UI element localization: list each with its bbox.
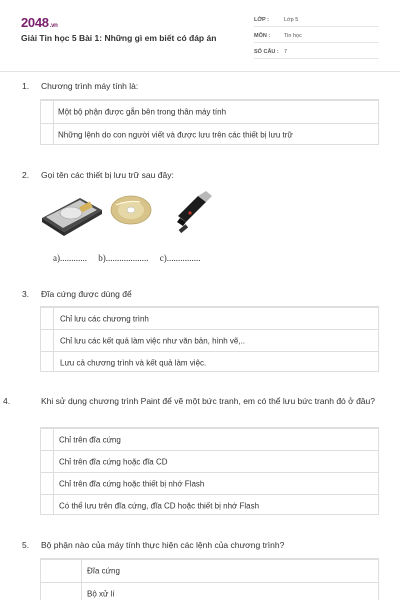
option-q4-a[interactable]: Chỉ trên đĩa cứng [41,428,378,450]
question-5: 5. Bộ phận nào của máy tính thực hiện các lệnh của chương trình? [22,540,285,550]
option-q3-a[interactable]: Chỉ lưu các chương trình [41,307,378,329]
option-q1-b[interactable]: Những lệnh do con người viết và được lưu trên các thiết bị lưu trữ [41,123,378,146]
page-header [0,0,400,72]
usb-flash-drive-icon [177,191,212,233]
options-q4 [40,427,379,515]
storage-devices-image [40,188,220,238]
question-1: 1. Chương trình máy tính là: [22,81,139,91]
option-q4-c[interactable]: Chỉ trên đĩa cứng hoặc thiết bị nhớ Flash [41,472,378,494]
blank-b[interactable]: b)................... [98,253,149,263]
option-q5-b[interactable]: Bộ xử lí [41,582,378,600]
options-q1 [40,99,379,145]
option-q4-d[interactable]: Có thể lưu trên đĩa cứng, đĩa CD hoặc thiết bị nhớ Flash [41,494,378,516]
option-q3-b[interactable]: Chỉ lưu các kết quả làm việc như văn bản, hình vẽ,.. [41,329,378,351]
site-logo[interactable]: 2048.vn [21,15,58,30]
hard-disk-icon [42,198,102,236]
blank-c[interactable]: c)............... [159,253,201,263]
option-q4-b[interactable]: Chỉ trên đĩa cứng hoặc đĩa CD [41,450,378,472]
answer-blanks-q2[interactable] [53,253,210,263]
question-3: 3. Đĩa cứng được dùng để [22,289,132,299]
question-2: 2. Gọi tên các thiết bị lưu trữ sau đây: [22,170,174,180]
page-title: Giải Tin học 5 Bài 1: Những gì em biết có đáp án [21,33,217,43]
meta-question-count: SỐ CÂU : 7 [254,46,379,59]
option-q3-c[interactable]: Lưu cả chương trình và kết quả làm việc. [41,351,378,373]
cd-disc-icon [111,196,151,224]
meta-grade: LỚP : Lớp 5 [254,14,379,27]
options-q3 [40,306,379,372]
option-q1-a[interactable]: Một bộ phận được gắn bên trong thân máy tính [41,100,378,123]
meta-subject: MÔN : Tin học [254,30,379,43]
options-q5 [40,558,379,600]
question-4: 4. Khi sử dụng chương trình Paint để vẽ một bức tranh, em có thể lưu bức tranh đó ở đâu? [3,396,375,406]
option-q5-a[interactable]: Đĩa cứng [41,559,378,582]
blank-a[interactable]: a)............ [53,253,87,263]
